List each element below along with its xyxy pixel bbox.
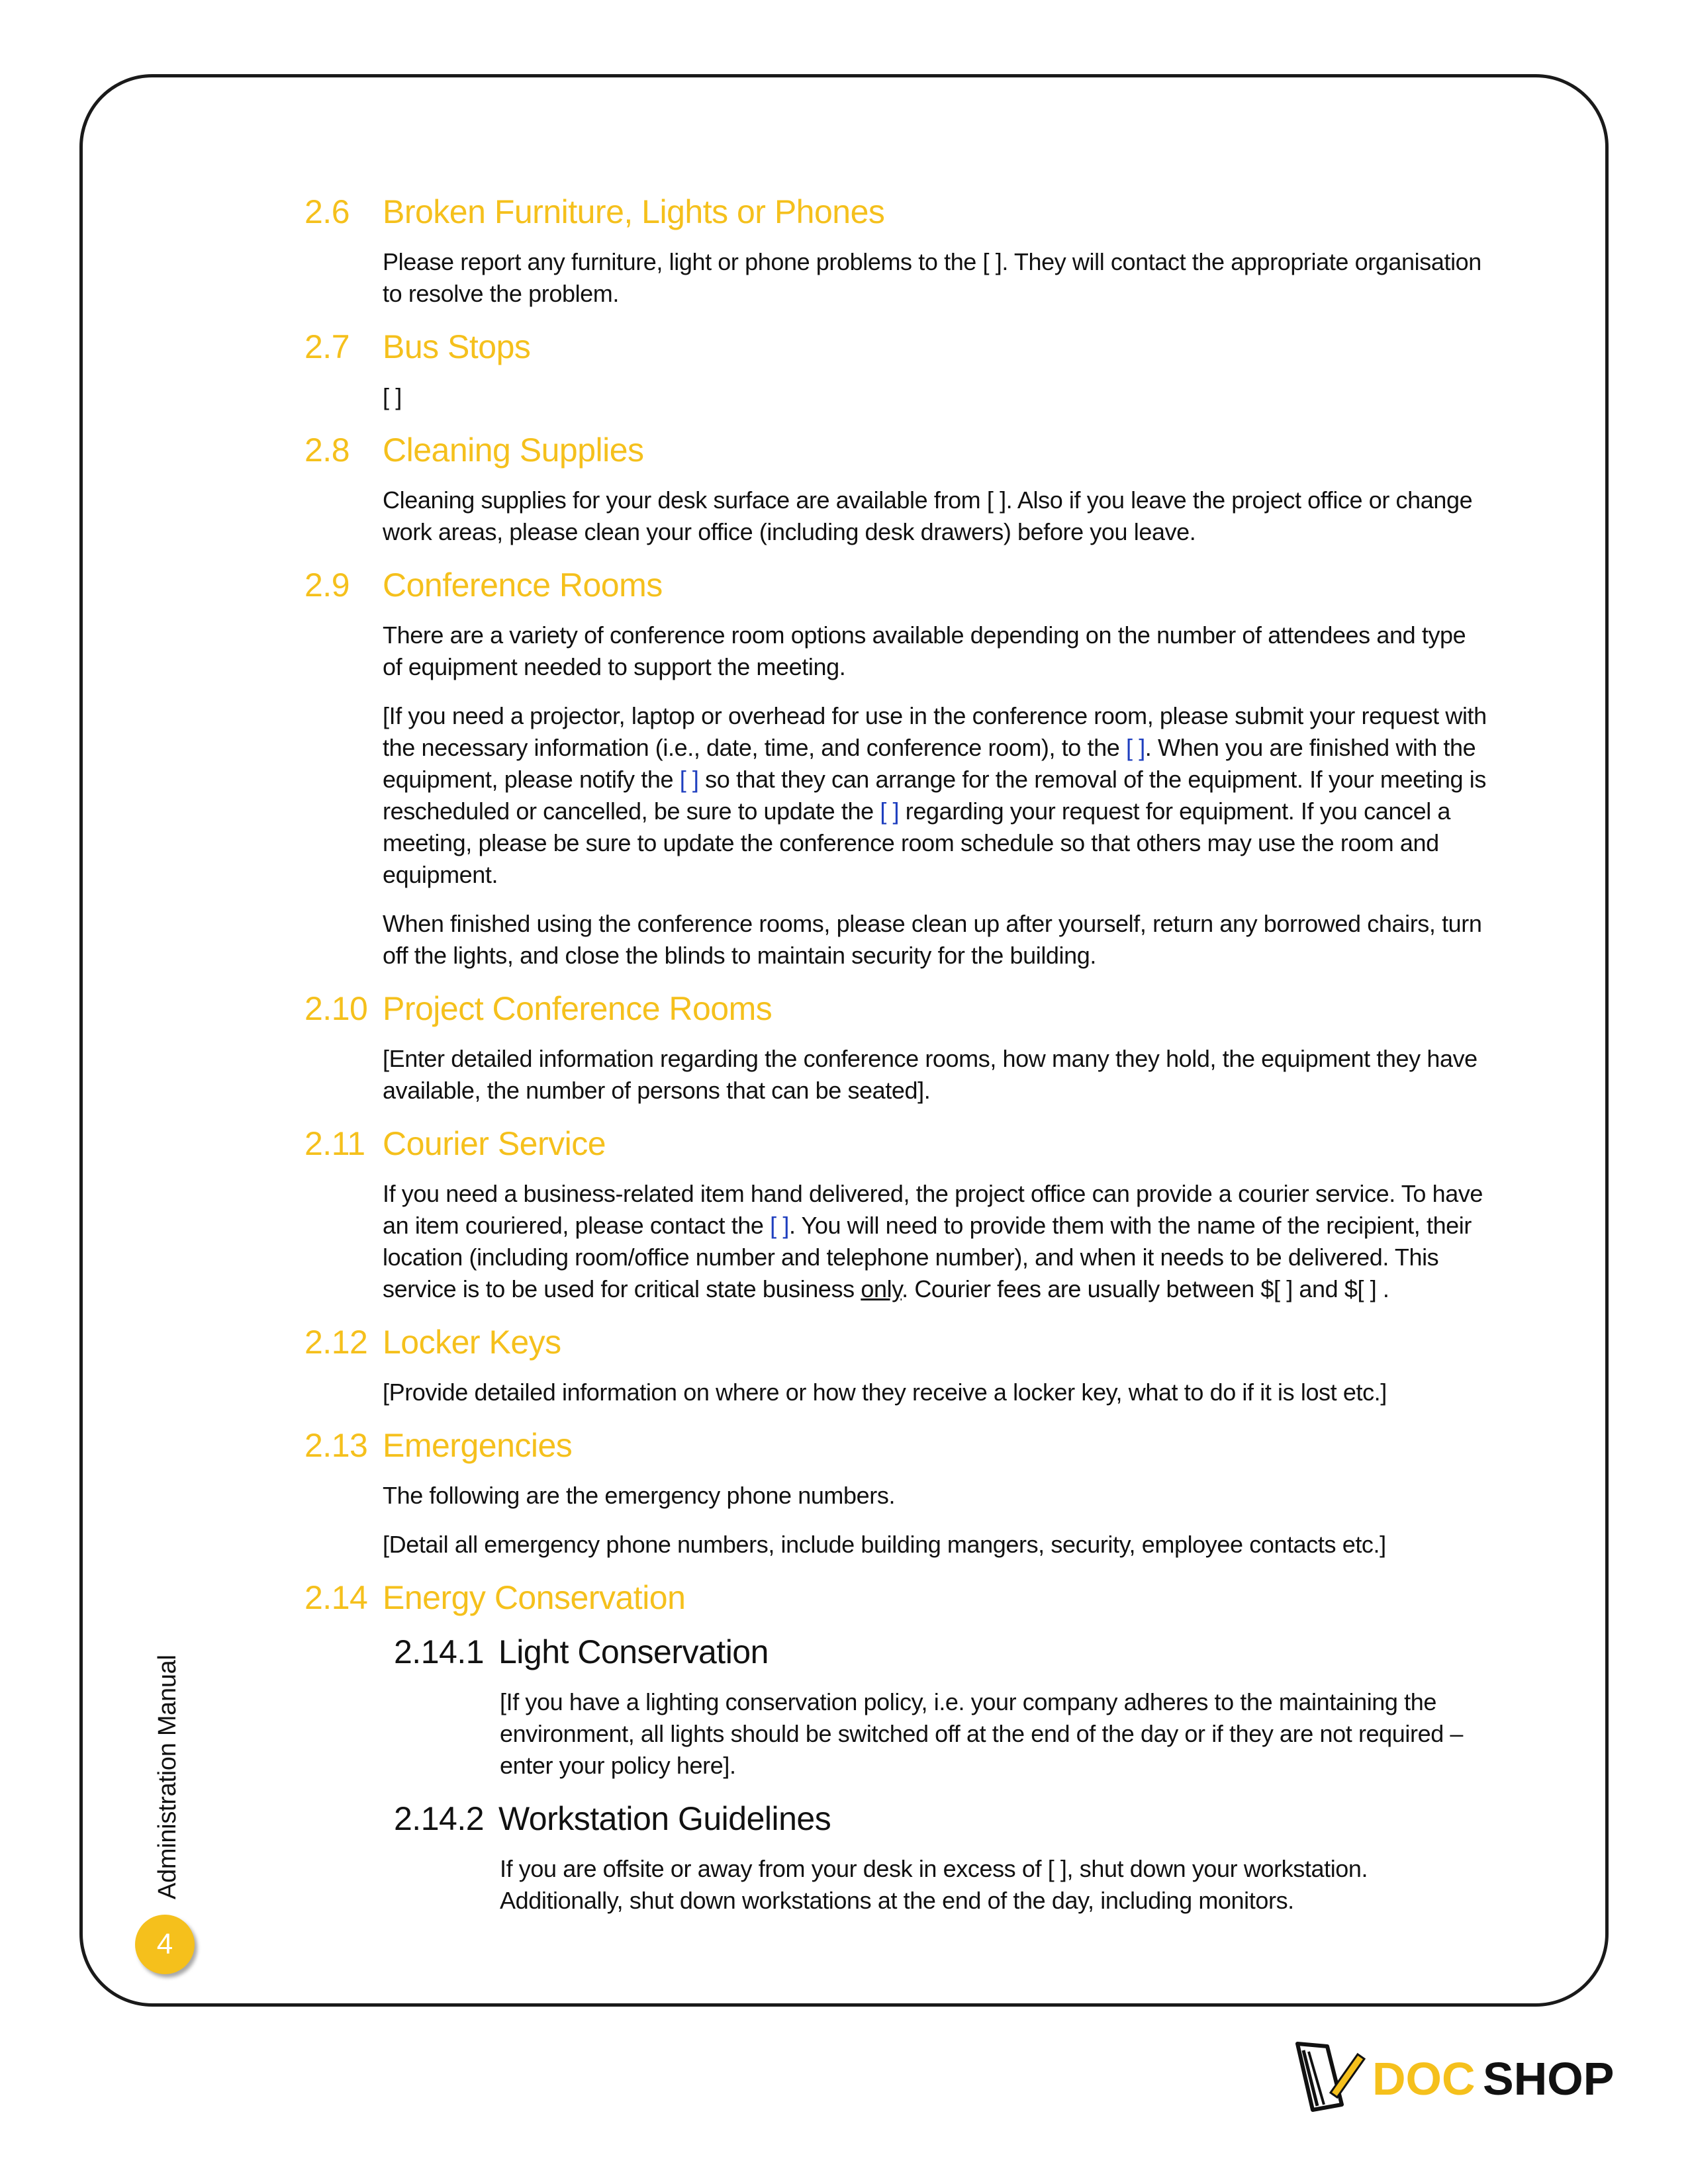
section-number: 2.7: [305, 328, 350, 365]
document-icon: [1297, 2044, 1364, 2110]
paragraph: Please report any furniture, light or phone problems to the [ ]. They will contact the appropriate organisation to resolve the problem.: [383, 248, 1481, 307]
paragraph: [Provide detailed information on where or how they receive a locker key, what to do if it is lost etc.]: [383, 1379, 1387, 1406]
paragraph: If you are offsite or away from your desk in excess of [ ], shut down your workstation. Additionally, shut down workstations at the end of the day, including monitors.: [500, 1855, 1368, 1914]
section-number: 2.9: [305, 567, 350, 604]
placeholder-link[interactable]: [ ]: [679, 766, 699, 793]
text-run: If you need a business-related item hand delivered, the project office can provide a courier service. To have an item couriered, please contact the: [383, 1180, 1483, 1239]
placeholder-link[interactable]: [ ]: [1125, 734, 1145, 761]
text-run: [If you need a projector, laptop or overhead for use in the conference room, please submit your request with the necessary information (i.e., date, time, and conference room), to the: [383, 702, 1487, 761]
paragraph: [383, 700, 1489, 891]
paragraph: [Detail all emergency phone numbers, include building mangers, security, employee contacts etc.]: [383, 1531, 1386, 1558]
section-title: Bus Stops: [383, 328, 531, 365]
section-title: Broken Furniture, Lights or Phones: [383, 193, 885, 230]
subsection-number: 2.14.1: [394, 1633, 485, 1670]
placeholder-link[interactable]: [ ]: [880, 797, 900, 825]
section-title: Energy Conservation: [383, 1579, 686, 1616]
underlined-text: only: [861, 1275, 902, 1302]
section-heading: [305, 1426, 1489, 1465]
section-title: Emergencies: [383, 1427, 573, 1464]
document-body: [305, 192, 1489, 1934]
paragraph: [383, 1178, 1489, 1305]
section-heading: [305, 192, 1489, 232]
side-label: Administration Manual: [154, 1655, 181, 1899]
section-number: 2.11: [305, 1125, 365, 1162]
subsection-heading: [394, 1632, 1489, 1672]
section-heading: [305, 327, 1489, 367]
section-heading: [305, 1578, 1489, 1617]
section-title: Conference Rooms: [383, 567, 663, 604]
paragraph: The following are the emergency phone numbers.: [383, 1482, 896, 1509]
section-title: Cleaning Supplies: [383, 432, 644, 469]
section-number: 2.8: [305, 432, 350, 469]
paragraph: [If you have a lighting conservation policy, i.e. your company adheres to the maintaining the environment, all lights should be switched off at the end of the day or if they are not required – enter your policy here].: [500, 1688, 1464, 1779]
subsection-heading: [394, 1799, 1489, 1839]
section-number: 2.10: [305, 990, 368, 1027]
section-heading: [305, 1124, 1489, 1163]
page-number-badge: 4: [135, 1915, 195, 1974]
text-run: . When you are finished with the equipment, please notify the: [383, 734, 1476, 793]
doc-shop-logo: [1294, 2032, 1625, 2118]
section-heading: [305, 989, 1489, 1028]
text-run: regarding your request for equipment. If you cancel a meeting, please be sure to update the conference room schedule so that others may use the room and equipment.: [383, 797, 1451, 888]
section-number: 2.14: [305, 1579, 368, 1616]
placeholder-link[interactable]: [ ]: [770, 1212, 789, 1239]
section-title: Courier Service: [383, 1125, 606, 1162]
text-run: so that they can arrange for the removal of the equipment. If your meeting is rescheduled or cancelled, be sure to update the: [383, 766, 1486, 825]
paragraph: Cleaning supplies for your desk surface are available from [ ]. Also if you leave the project office or change work areas, please clean your office (including desk drawers) before you leave.: [383, 486, 1473, 545]
paragraph: There are a variety of conference room options available depending on the number of attendees and type of equipment needed to support the meeting.: [383, 621, 1466, 680]
paragraph: [ ]: [383, 383, 402, 410]
section-title: Project Conference Rooms: [383, 990, 773, 1027]
section-number: 2.12: [305, 1324, 368, 1361]
subsection-title: Workstation Guidelines: [498, 1800, 831, 1837]
section-heading: [305, 1322, 1489, 1362]
section-number: 2.13: [305, 1427, 368, 1464]
subsection-number: 2.14.2: [394, 1800, 485, 1837]
section-heading: [305, 430, 1489, 470]
logo-word-doc: DOC: [1372, 2053, 1476, 2105]
text-run: . Courier fees are usually between $[ ] and $[ ] .: [902, 1275, 1389, 1302]
paragraph: When finished using the conference rooms, please clean up after yourself, return any borrowed chairs, turn off the lights, and close the blinds to maintain security for the building.: [383, 910, 1482, 969]
section-number: 2.6: [305, 193, 350, 230]
logo-word-shop: SHOP: [1483, 2053, 1615, 2105]
text-run: . You will need to provide them with the name of the recipient, their location (including room/office number and telephone number), and when it needs to be delivered. This service is to be used for critical state business: [383, 1212, 1472, 1302]
paragraph: [Enter detailed information regarding the conference rooms, how many they hold, the equipment they have available, the number of persons that can be seated].: [383, 1045, 1477, 1104]
subsection-title: Light Conservation: [498, 1633, 769, 1670]
section-title: Locker Keys: [383, 1324, 561, 1361]
section-heading: [305, 565, 1489, 605]
